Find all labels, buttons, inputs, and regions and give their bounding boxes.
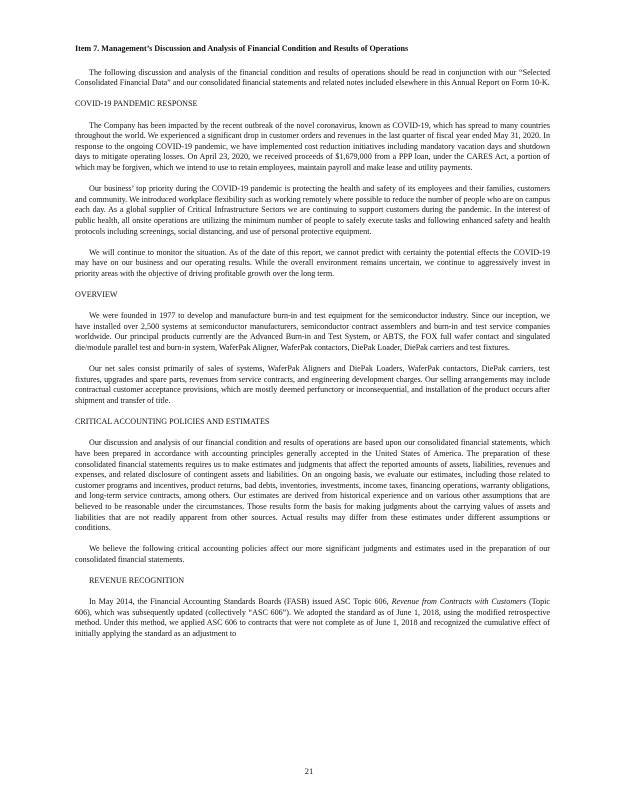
critical-accounting-paragraph-2: We believe the following critical accounting policies affect our more significant judgments and estimates used in the preparation of our consolidated financial statements. xyxy=(75,544,550,564)
document-body xyxy=(75,44,550,650)
revenue-text-italic-title: Revenue from Contracts with Customers xyxy=(391,597,527,607)
overview-paragraph-1: We were founded in 1977 to develop and manufacture burn-in and test equipment for the semiconductor industry. Since our inception, we have installed over 2,500 systems at semiconductor manufacturers, semiconductor contract assemblers and burn-in and test service companies worldwide. Our principal products currently are the Advanced Burn-in and Test System, or ABTS, the FOX full wafer contact and singulated die/module parallel test and burn-in system, WaferPak Aligner, WaferPak contactors, DiePak Loader, DiePak carriers and test fixtures. xyxy=(75,311,550,353)
intro-paragraph: The following discussion and analysis of the financial condition and results of operations should be read in conjunction with our “Selected Consolidated Financial Data” and our consolidated financial statements and related notes included elsewhere in this Annual Report on Form 10-K. xyxy=(75,67,550,88)
revenue-text-part-2: (Topic 606), which was subsequently updated (collectively “ASC 606”). We adopted the standard as of June 1, 2018, using the modified retrospective method. Under this method, we applied ASC 606 to contracts that were not complete as of June 1, 2018 and recognized the cumulative effect of initially applying the standard as an adjustment to xyxy=(75,597,550,639)
overview-heading: OVERVIEW xyxy=(75,290,118,300)
revenue-recognition-paragraph xyxy=(75,597,550,639)
page-number: 21 xyxy=(304,766,314,776)
covid-heading: COVID-19 PANDEMIC RESPONSE xyxy=(75,99,198,109)
item-heading: Item 7. Management’s Discussion and Analysis of Financial Condition and Results of Operations xyxy=(75,44,409,53)
revenue-recognition-heading: REVENUE RECOGNITION xyxy=(89,576,185,586)
covid-paragraph-2: Our business’ top priority during the COVID-19 pandemic is protecting the health and safety of its employees and their families, customers and community. We introduced workplace flexibility such as working remotely where possible to reduce the number of people who are on campus each day. As a global supplier of Critical Infrastructure Sectors we are continuing to support customers during the pandemic. In the interest of public health, all onsite operations are utilizing the minimum number of people to safely execute tasks and following enhanced safety and health protocols including screenings, social distancing, and use of personal protective equipment. xyxy=(75,184,550,236)
covid-paragraph-3: We will continue to monitor the situation. As of the date of this report, we cannot predict with certainty the potential effects the COVID-19 may have on our business and our operating results. While the overall environment remains uncertain, we continue to aggressively invest in priority areas with the objective of driving profitable growth over the long term. xyxy=(75,247,550,278)
critical-accounting-heading: CRITICAL ACCOUNTING POLICIES AND ESTIMATES xyxy=(75,417,270,427)
revenue-text-part-1: In May 2014, the Financial Accounting Standards Boards (FASB) issued ASC Topic 606, xyxy=(89,597,392,607)
overview-paragraph-2: Our net sales consist primarily of sales of systems, WaferPak Aligners and DiePak Loaders, WaferPak contactors, DiePak carriers, test fixtures, upgrades and spare parts, revenues from service contracts, and engineering development charges. Our selling arrangements may include contractual customer acceptance provisions, which are mostly deemed perfunctory or inconsequential, and installation of the product occurs after shipment and transfer of title. xyxy=(75,364,550,405)
covid-paragraph-1: The Company has been impacted by the recent outbreak of the novel coronavirus, known as COVID-19, which has spread to many countries throughout the world. We experienced a significant drop in customer orders and revenues in the last quarter of fiscal year ended May 31, 2020. In response to the ongoing COVID-19 pandemic, we have implemented cost reduction initiatives including mandatory vacation days and shutdown days to mitigate operating losses. On April 23, 2020, we received proceeds of $1,679,000 from a PPP loan, under the CARES Act, a portion of which may be forgiven, which we intend to use to retain employees, maintain payroll and make lease and utility payments. xyxy=(75,120,550,172)
critical-accounting-paragraph-1: Our discussion and analysis of our financial condition and results of operations are based upon our consolidated financial statements, which have been prepared in accordance with accounting principles generally accepted in the United States of America. The preparation of these consolidated financial statements requires us to make estimates and judgments that affect the reported amounts of assets, liabilities, revenues and expenses, and related disclosure of contingent assets and liabilities. On an ongoing basis, we evaluate our estimates, including those related to customer programs and incentives, product returns, bad debts, inventories, investments, income taxes, financing operations, warranty obligations, and long-term service contracts, among others. Our estimates are derived from historical experience and on various other assumptions that are believed to be reasonable under the circumstances. Those results form the basis for making judgments about the carrying values of assets and liabilities that are not readily apparent from other sources. Actual results may differ from these estimates under different assumptions or conditions. xyxy=(75,438,550,533)
